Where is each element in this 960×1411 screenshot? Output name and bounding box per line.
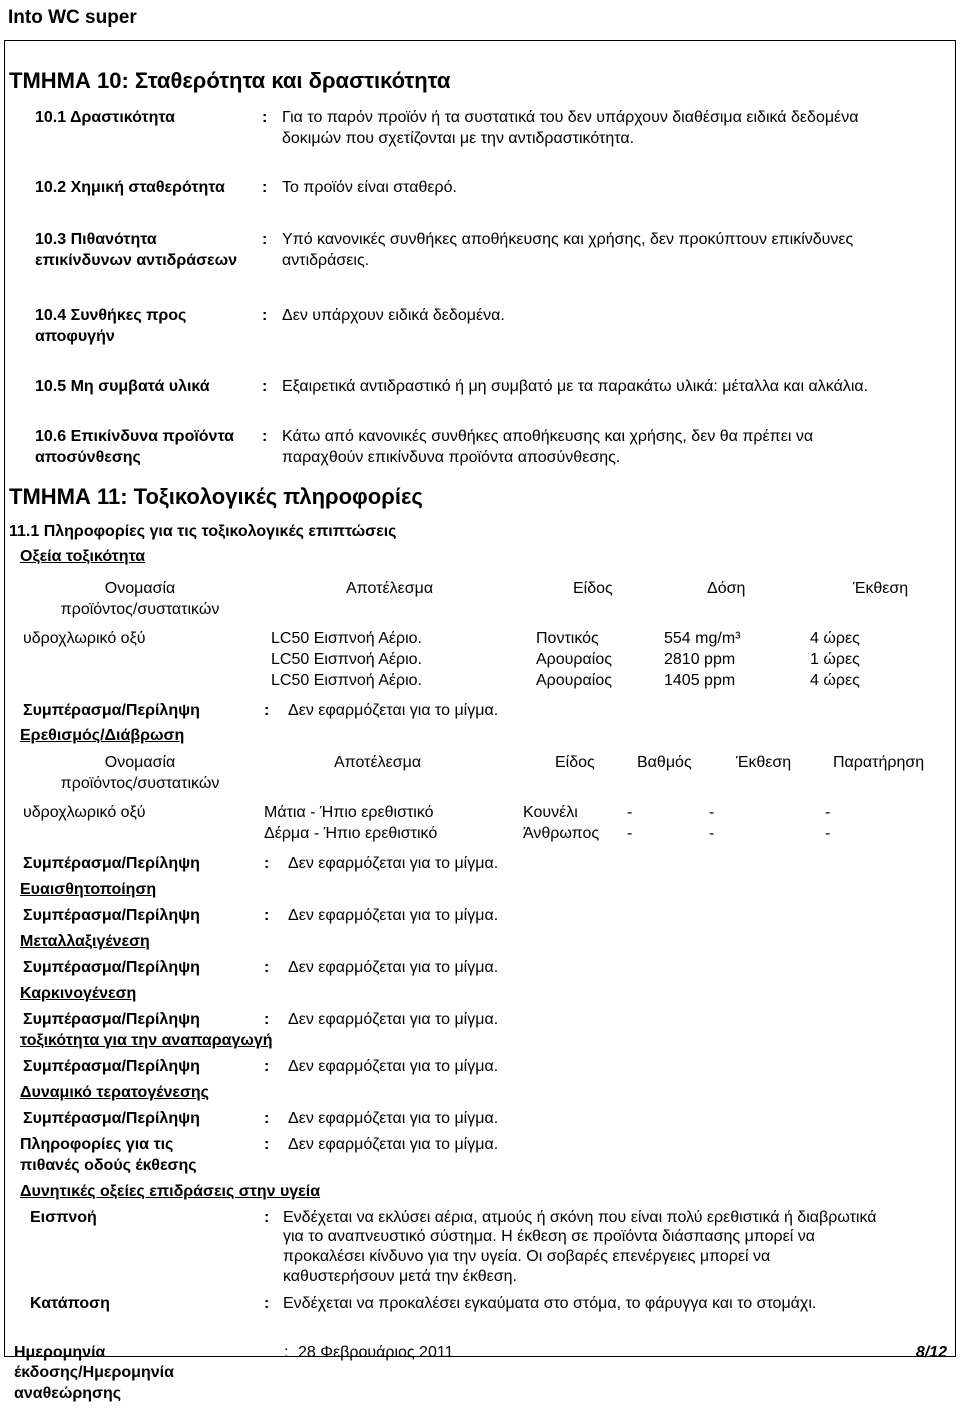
irritation-col-result: Αποτέλεσμα (334, 754, 422, 771)
irritation-row-species: Κουνέλι (523, 804, 578, 821)
acute-col-name: Ονομασία (104, 580, 176, 597)
item-10-6-text-cont: παραχθούν επικίνδυνα προϊόντα αποσύνθεσης. (282, 449, 621, 466)
item-10-3-label: 10.3 Πιθανότητα (35, 231, 157, 248)
colon: : (264, 1136, 270, 1153)
colon: : (262, 109, 268, 126)
item-10-5-label: 10.5 Μη συμβατά υλικά (35, 378, 210, 395)
footer-date-label-cont: έκδοσης/Ημερομηνία (14, 1364, 174, 1381)
conclusion-text: Δεν εφαρμόζεται για το μίγμα. (288, 1058, 499, 1075)
item-10-2-label: 10.2 Χημική σταθερότητα (35, 179, 225, 196)
colon: : (264, 1058, 270, 1075)
mutagenicity-heading: Μεταλλαξιγένεση (20, 933, 150, 950)
section-11-title: ΤΜΗΜΑ 11: Τοξικολογικές πληροφορίες (9, 484, 423, 509)
acute-col-name-cont: προϊόντος/συστατικών (60, 601, 220, 618)
colon: : (264, 702, 270, 719)
conclusion-label: Συμπέρασμα/Περίληψη (23, 907, 200, 924)
exposure-routes-label-cont: πιθανές οδούς έκθεσης (20, 1157, 197, 1174)
colon: : (262, 179, 268, 196)
page-number: 8/12 (915, 1344, 947, 1361)
item-10-5-text: Εξαιρετικά αντιδραστικό ή μη συμβατό με τα παρακάτω υλικά: μέταλλα και αλκάλια. (282, 378, 869, 395)
acute-row-species: Αρουραίος (536, 651, 612, 668)
product-name: Into WC super (8, 7, 137, 28)
colon: : (262, 231, 268, 248)
colon: : (264, 855, 270, 872)
irritation-col-name: Ονομασία (104, 754, 176, 771)
irritation-row-note: - (825, 825, 831, 842)
irritation-row-species: Άνθρωπος (523, 825, 600, 842)
colon: : (262, 307, 268, 324)
conclusion-label: Συμπέρασμα/Περίληψη (23, 855, 200, 872)
irritation-row-result: Μάτια - Ήπιο ερεθιστικό (264, 804, 434, 821)
irritation-row-exposure: - (709, 825, 715, 842)
inhalation-text: Ενδέχεται να εκλύσει αέρια, ατμούς ή σκόνη που είναι πολύ ερεθιστικά ή διαβρωτικά (283, 1209, 877, 1226)
acute-row-dose: 2810 ppm (664, 651, 736, 668)
conclusion-label: Συμπέρασμα/Περίληψη (23, 1011, 200, 1028)
item-10-3-label-cont: επικίνδυνων αντιδράσεων (35, 252, 238, 269)
irritation-row-grade: - (627, 825, 633, 842)
irritation-col-grade: Βαθμός (637, 754, 692, 771)
sensitization-heading: Ευαισθητοποίηση (20, 881, 157, 898)
item-10-1-text: Για το παρόν προϊόν ή τα συστατικά του δεν υπάρχουν διαθέσιμα ειδικά δεδομένα (282, 109, 859, 126)
acute-row-result: LC50 Εισπνοή Αέριο. (271, 630, 422, 647)
item-10-3-text: Υπό κανονικές συνθήκες αποθήκευσης και χρήσης, δεν προκύπτουν επικίνδυνες (282, 231, 854, 248)
acute-substance: υδροχλωρικό οξύ (23, 630, 146, 647)
section-11-1-subtitle: 11.1 Πληροφορίες για τις τοξικολογικές επιπτώσεις (9, 523, 397, 540)
conclusion-text: Δεν εφαρμόζεται για το μίγμα. (288, 702, 499, 719)
conclusion-text: Δεν εφαρμόζεται για το μίγμα. (288, 907, 499, 924)
ingestion-label: Κατάποση (30, 1295, 110, 1312)
inhalation-label: Εισπνοή (30, 1209, 97, 1226)
conclusion-label: Συμπέρασμα/Περίληψη (23, 1058, 200, 1075)
irritation-row-result: Δέρμα - Ήπιο ερεθιστικό (264, 825, 438, 842)
acute-row-exposure: 1 ώρες (810, 651, 860, 668)
acute-row-result: LC50 Εισπνοή Αέριο. (271, 672, 422, 689)
footer-date-label-cont2: αναθεώρησης (14, 1385, 122, 1402)
acute-row-result: LC50 Εισπνοή Αέριο. (271, 651, 422, 668)
inhalation-text: προκαλέσει κίνδυνο για την υγεία. Οι σοβαρές επενέργειες μπορεί να (283, 1248, 771, 1265)
inhalation-text: για το αναπνευστικό σύστημα. Η έκθεση σε προϊόντα διάσπασης μπορεί να (283, 1228, 815, 1245)
acute-col-exposure: Έκθεση (853, 580, 909, 597)
colon: : (284, 1344, 289, 1361)
irritation-col-species: Είδος (555, 754, 595, 771)
item-10-2-text: Το προϊόν είναι σταθερό. (282, 179, 457, 196)
colon: : (264, 907, 270, 924)
acute-toxicity-heading: Οξεία τοξικότητα (20, 548, 146, 565)
item-10-1-label: 10.1 Δραστικότητα (35, 109, 175, 126)
colon: : (264, 1110, 270, 1127)
item-10-4-text: Δεν υπάρχουν ειδικά δεδομένα. (282, 307, 505, 324)
conclusion-text: Δεν εφαρμόζεται για το μίγμα. (288, 959, 499, 976)
reproductive-heading: τοξικότητα για την αναπαραγωγή (20, 1032, 273, 1049)
irritation-row-exposure: - (709, 804, 715, 821)
ingestion-text: Ενδέχεται να προκαλέσει εγκαύματα στο στόμα, το φάρυγγα και το στομάχι. (283, 1295, 817, 1312)
irritation-col-name-cont: προϊόντος/συστατικών (60, 775, 220, 792)
colon: : (264, 1295, 270, 1312)
item-10-6-label: 10.6 Επικίνδυνα προϊόντα (35, 428, 234, 445)
potential-effects-heading: Δυνητικές οξείες επιδράσεις στην υγεία (20, 1183, 321, 1200)
item-10-4-label-cont: αποφυγήν (35, 328, 115, 345)
acute-row-species: Αρουραίος (536, 672, 612, 689)
inhalation-text: καθυστερήσουν μετά την έκθεση. (283, 1268, 517, 1285)
item-10-6-label-cont: αποσύνθεσης (35, 449, 141, 466)
acute-col-species: Είδος (573, 580, 613, 597)
item-10-1-text-cont: δοκιμών που σχετίζονται με την αντιδραστικότητα. (282, 130, 635, 147)
item-10-6-text: Κάτω από κανονικές συνθήκες αποθήκευσης και χρήσης, δεν θα πρέπει να (282, 428, 814, 445)
colon: : (264, 1209, 270, 1226)
section-10-title: ΤΜΗΜΑ 10: Σταθερότητα και δραστικότητα (9, 68, 451, 93)
exposure-routes-text: Δεν εφαρμόζεται για το μίγμα. (288, 1136, 499, 1153)
conclusion-text: Δεν εφαρμόζεται για το μίγμα. (288, 855, 499, 872)
irritation-row-grade: - (627, 804, 633, 821)
footer-date-label: Ημερομηνία (14, 1344, 106, 1361)
conclusion-label: Συμπέρασμα/Περίληψη (23, 959, 200, 976)
acute-row-exposure: 4 ώρες (810, 672, 860, 689)
acute-row-species: Ποντικός (536, 630, 599, 647)
exposure-routes-label: Πληροφορίες για τις (20, 1136, 174, 1153)
irritation-substance: υδροχλωρικό οξύ (23, 804, 146, 821)
acute-row-exposure: 4 ώρες (810, 630, 860, 647)
irritation-heading: Ερεθισμός/Διάβρωση (20, 727, 185, 744)
colon: : (264, 1011, 270, 1028)
footer-date-value: 28 Φεβρουάριος 2011 (298, 1344, 454, 1361)
acute-row-dose: 1405 ppm (664, 672, 736, 689)
irritation-row-note: - (825, 804, 831, 821)
colon: : (262, 428, 268, 445)
conclusion-text: Δεν εφαρμόζεται για το μίγμα. (288, 1011, 499, 1028)
conclusion-label: Συμπέρασμα/Περίληψη (23, 1110, 200, 1127)
acute-row-dose: 554 mg/m³ (664, 630, 741, 647)
document-header (0, 0, 960, 38)
carcinogenicity-heading: Καρκινογένεση (20, 985, 137, 1002)
colon: : (262, 378, 268, 395)
acute-col-result: Αποτέλεσμα (346, 580, 434, 597)
irritation-col-exposure: Έκθεση (736, 754, 792, 771)
conclusion-label: Συμπέρασμα/Περίληψη (23, 702, 200, 719)
item-10-3-text-cont: αντιδράσεις. (282, 252, 370, 269)
conclusion-text: Δεν εφαρμόζεται για το μίγμα. (288, 1110, 499, 1127)
item-10-4-label: 10.4 Συνθήκες προς (35, 307, 187, 324)
acute-col-dose: Δόση (707, 580, 746, 597)
colon: : (264, 959, 270, 976)
irritation-col-note: Παρατήρηση (833, 754, 925, 771)
teratogenicity-heading: Δυναμικό τερατογένεσης (20, 1084, 209, 1101)
